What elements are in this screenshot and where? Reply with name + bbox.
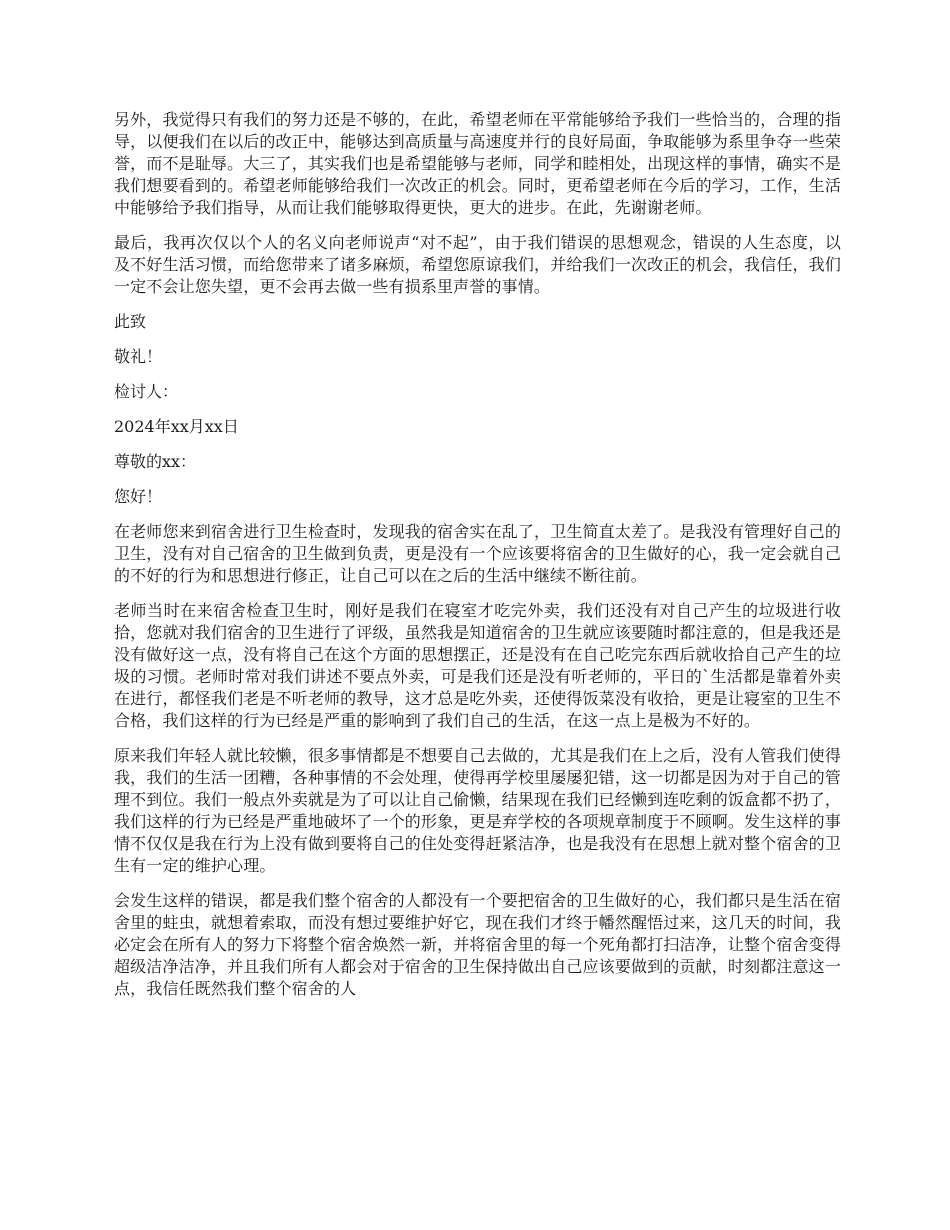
greeting: 您好！ [114,487,163,506]
paragraph-awakening: 会发生这样的错误，都是我们整个宿舍的人都没有一个要把宿舍的卫生做好的心，我们都只是生活在宿舍里的蛀虫，就想着索取，而没有想过要维护好它，现在我们才终于幡然醒悟过来，这几天的时间，我必定会在所有人的努力下将整个宿舍焕然一新，并将宿舍里的每一个死角都打扫洁净，让整个宿舍变得超级洁净洁净，并且我们所有人都会对于宿舍的卫生保持做出自己应该要做到的贡献，时刻都注意这一点，我信任既然我们整个宿舍的人 [114,891,841,998]
date-line: 2024年xx月xx日 [114,417,239,436]
closing-cizhi: 此致 [114,312,147,331]
salutation: 尊敬的xx： [114,452,197,471]
closing-jingli: 敬礼！ [114,347,163,366]
signature-label: 检讨人： [114,382,179,401]
paragraph-inspection: 在老师您来到宿舍进行卫生检查时，发现我的宿舍实在乱了，卫生简直太差了。是我没有管理好自己的卫生，没有对自己宿舍的卫生做到负责，更是没有一个应该要将宿舍的卫生做好的心，我一定会就自己的不好的行为和思想进行修正，让自己可以在之后的生活中继续不断往前。 [114,522,841,585]
paragraph-apology: 最后，我再次仅以个人的名义向老师说声“对不起”，由于我们错误的思想观念，错误的人生态度，以及不好生活习惯，而给您带来了诸多麻烦，希望您原谅我们，并给我们一次改正的机会，我信任，我们一定不会让您失望，更不会再去做一些有损系里声誉的事情。 [114,233,841,296]
paragraph-teacher-guidance: 另外，我觉得只有我们的努力还是不够的，在此，希望老师在平常能够给予我们一些恰当的，合理的指导，以便我们在以后的改正中，能够达到高质量与高速度并行的良好局面，争取能够为系里争夺一些荣誉，而不是耻辱。大三了，其实我们也是希望能够与老师，同学和睦相处，出现这样的事情，确实不是我们想要看到的。希望老师能够给我们一次改正的机会。同时，更希望老师在今后的学习，工作，生活中能够给予我们指导，从而让我们能够取得更快，更大的进步。在此，先谢谢老师。 [114,110,841,217]
paragraph-laziness: 原来我们年轻人就比较懒，很多事情都是不想要自己去做的，尤其是我们在上之后，没有人管我们使得我，我们的生活一团糟，各种事情的不会处理，使得再学校里屡屡犯错，这一切都是因为对于自己的管理不到位。我们一般点外卖就是为了可以让自己偷懒，结果现在我们已经懒到连吃剩的饭盒都不扔了，我们这样的行为已经是严重地破坏了一个的形象，更是弃学校的各项规章制度于不顾啊。发生这样的事情不仅仅是我在行为上没有做到要将自己的住处变得赶紧洁净，也是我没有在思想上就对整个宿舍的卫生有一定的维护心理。 [114,746,841,875]
paragraph-takeout: 老师当时在来宿舍检查卫生时，刚好是我们在寝室才吃完外卖，我们还没有对自己产生的垃圾进行收拾，您就对我们宿舍的卫生进行了评级，虽然我是知道宿舍的卫生就应该要随时都注意的，但是我还是没有做好这一点，没有将自己在这个方面的思想摆正，还是没有在自己吃完东西后就收拾自己产生的垃圾的习惯。老师时常对我们讲述不要点外卖，可是我们还是没有听老师的，平日的`生活都是靠着外卖在进行，都怪我们老是不听老师的教导，这才总是吃外卖，还使得饭菜没有收拾，更是让寝室的卫生不合格，我们这样的行为已经是严重的影响到了我们自己的生活，在这一点上是极为不好的。 [114,601,841,730]
document-page [114,109,841,1013]
